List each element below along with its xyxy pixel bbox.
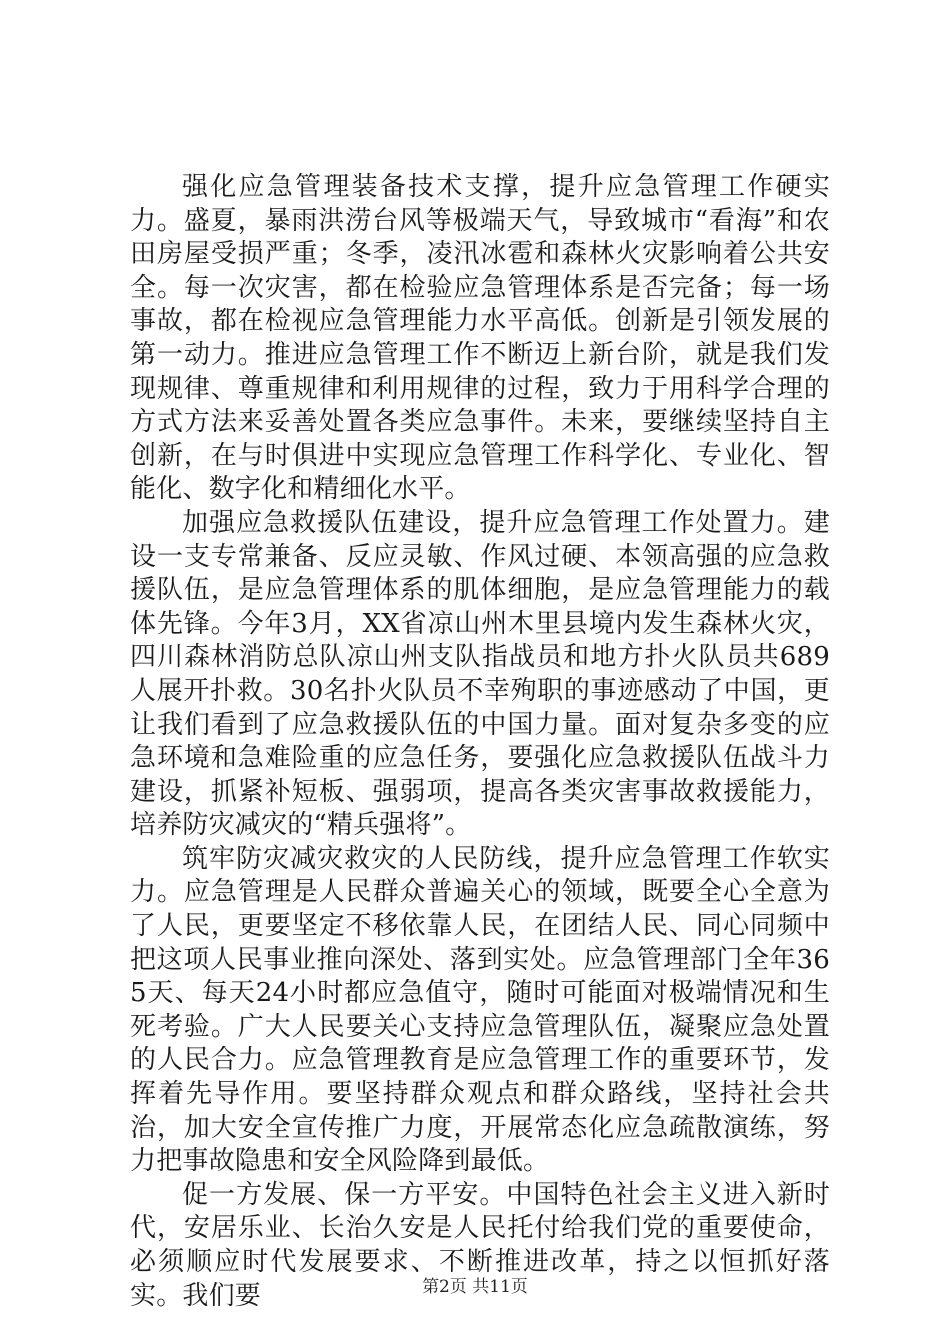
paragraph-equipment-support: 强化应急管理装备技术支撑，提升应急管理工作硬实力。盛夏，暴雨洪涝台风等极端天气，导致城市“看海”和农田房屋受损严重；冬季，凌汛冰雹和森林火灾影响着公共安全。每一次灾害，都在检验应急管理体系是否完备；每一场事故，都在检视应急管理能力水平高低。创新是引领发展的第一动力。推进应急管理工作不断迈上新台阶，就是我们发现规律、尊重规律和利用规律的过程，致力于用科学合理的方式方法来妥善处置各类应急事件。未来，要继续坚持自主创新，在与时俱进中实现应急管理工作科学化、专业化、智能化、数字化和精细化水平。 [130,172,830,505]
paragraph-people-defense: 筑牢防灾减灾救灾的人民防线，提升应急管理工作软实力。应急管理是人民群众普遍关心的领域，既要全心全意为了人民，更要坚定不移依靠人民，在团结人民、同心同频中把这项人民事业推向深处、落到实处。应急管理部门全年365天、每天24小时都应急值守，随时可能面对极端情况和生死考验。广大人民要关心支持应急管理队伍，凝聚应急处置的人民合力。应急管理教育是应急管理工作的重要环节，发挥着先导作用。要坚持群众观点和群众路线，坚持社会共治，加大安全宣传推广力度，开展常态化应急疏散演练，努力把事故隐患和安全风险降到最低。 [130,843,830,1177]
document-body [130,171,830,1313]
paragraph-rescue-team: 加强应急救援队伍建设，提升应急管理工作处置力。建设一支专常兼备、反应灵敏、作风过硬、本领高强的应急救援队伍，是应急管理体系的肌体细胞，是应急管理能力的载体先锋。今年3月，XX省凉山州木里县境内发生森林火灾，四川森林消防总队凉山州支队指战员和地方扑火队员共689人展开扑救。30名扑火队员不幸殉职的事迹感动了中国，更让我们看到了应急救援队伍的中国力量。面对复杂多变的应急环境和急难险重的应急任务，要强化应急救援队伍战斗力建设，抓紧补短板、强弱项，提高各类灾害事故救援能力，培养防灾减灾的“精兵强将”。 [130,507,830,841]
paragraph-development-safety: 促一方发展、保一方平安。中国特色社会主义进入新时代，安居乐业、长治久安是人民托付给我们党的重要使命，必须顺应时代发展要求、不断推进改革，持之以恒抓好落实。我们要 [130,1179,830,1311]
page-footer: 第2页 共11页 [422,1277,528,1297]
